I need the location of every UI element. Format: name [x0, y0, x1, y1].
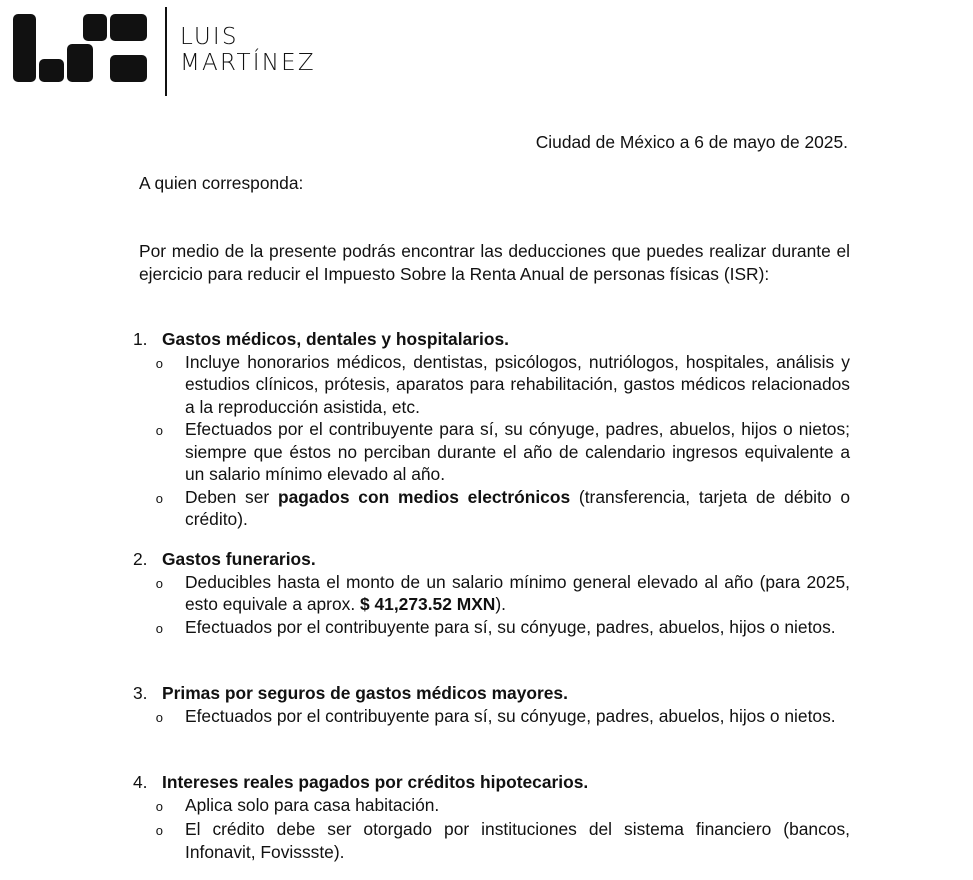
bullet-item [133, 351, 850, 419]
bullet-circle-icon: o [155, 355, 163, 371]
bullet-item [133, 705, 850, 730]
bullet-circle-icon: o [155, 423, 163, 438]
bullet-circle-icon: o [155, 620, 163, 636]
bullet-bold-text: $ 41,273.52 MXN [360, 594, 496, 614]
bullet-item [133, 818, 850, 863]
bullet-circle-icon: o [155, 490, 163, 506]
bullet-text: Incluye honorarios médicos, dentistas, psicólogos, nutriólogos, hospitales, análisis y estudios clínicos, prótesis, aparatos para rehabilitación, gastos médicos relacionados a la reproducción asistida, etc. [185, 351, 850, 417]
bullet-bold-text: pagados con medios electrónicos [278, 486, 571, 507]
bullet-text: Efectuados por el contribuyente para sí, su cónyuge, padres, abuelos, hijos o nietos. [185, 616, 836, 637]
deduction-section [133, 548, 850, 640]
deduction-section [133, 328, 850, 531]
bullet-circle-icon: o [155, 575, 163, 591]
bullet-item [133, 794, 850, 819]
section-title: Gastos funerarios. [162, 549, 316, 569]
bullet-text: (transferencia, tarjeta de débito o crédito). [185, 486, 850, 529]
deduction-section [133, 771, 850, 863]
bullet-text: Deducibles hasta el monto de un salario mínimo general elevado al año (para 2025, esto equivale a aprox. [185, 571, 850, 614]
logo-mark [13, 12, 153, 89]
section-title: Primas por seguros de gastos médicos mayores. [162, 683, 568, 703]
section-number: 2. [133, 549, 148, 569]
bullet-circle-icon: o [155, 823, 163, 838]
section-title: Gastos médicos, dentales y hospitalarios. [162, 329, 509, 349]
letter-date: Ciudad de México a 6 de mayo de 2025. [535, 132, 848, 152]
bullet-item [133, 486, 850, 531]
logo-name [180, 24, 316, 76]
logo-last-name: MARTÍNEZ [180, 50, 316, 76]
bullet-text: Aplica solo para casa habitación. [185, 794, 440, 815]
bullet-text: Efectuados por el contribuyente para sí, su cónyuge, padres, abuelos, hijos o nietos. [185, 705, 836, 726]
section-number: 4. [133, 772, 148, 792]
letter-intro: Por medio de la presente podrás encontrar las deducciones que puedes realizar durante el ejercicio para reducir el Impuesto Sobre la Renta Anual de personas físicas (ISR): [139, 241, 850, 284]
logo-divider [165, 7, 167, 96]
logo-first-name: LUIS [180, 24, 239, 50]
section-number: 1. [133, 329, 148, 349]
bullet-circle-icon: o [155, 709, 163, 725]
bullet-circle-icon: o [155, 798, 163, 814]
section-title: Intereses reales pagados por créditos hipotecarios. [162, 772, 589, 792]
bullet-text: Efectuados por el contribuyente para sí, su cónyuge, padres, abuelos, hijos o nietos; siempre que éstos no perciban durante el año de calendario ingresos equivalente a un salario mínimo elevado al año. [185, 419, 850, 484]
bullet-item [133, 571, 850, 616]
bullet-item [133, 418, 850, 486]
deduction-section [133, 682, 850, 729]
section-number: 3. [133, 683, 148, 703]
bullet-text: El crédito debe ser otorgado por instituciones del sistema financiero (bancos, Infonavit, Fovissste). [185, 819, 850, 862]
letter-salutation: A quien corresponda: [139, 173, 304, 193]
bullet-text: ). [495, 594, 506, 614]
bullet-text: Deben ser [185, 486, 278, 507]
bullet-item [133, 616, 850, 641]
